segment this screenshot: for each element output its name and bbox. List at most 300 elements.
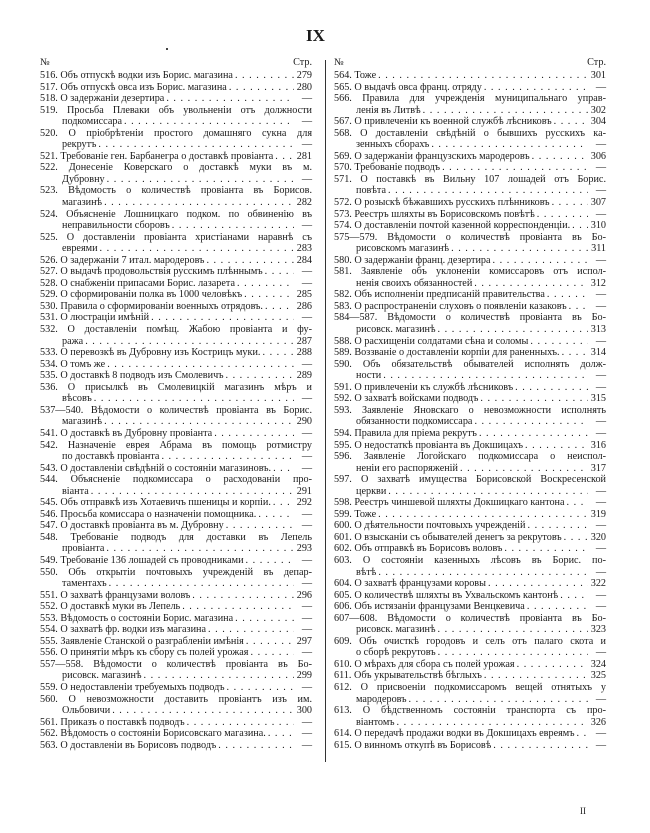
entry-page: 289 bbox=[296, 370, 312, 382]
entry-title: рисовск. магазинѣ bbox=[62, 670, 142, 682]
toc-entry bbox=[40, 70, 312, 82]
toc-entry bbox=[334, 209, 606, 221]
entry-title: О захватѣ имущества Борисовской Воскресенской bbox=[360, 474, 606, 486]
entry-page: 319 bbox=[590, 508, 606, 520]
dot-leader bbox=[237, 278, 294, 290]
dot-leader bbox=[109, 578, 294, 590]
entry-number: 609. bbox=[334, 635, 352, 647]
entry-title: О задержаніи франц. дезертира bbox=[354, 254, 491, 266]
entry-title: зенныхъ сборахъ bbox=[356, 139, 430, 151]
entry-page: — bbox=[301, 116, 312, 128]
dot-leader bbox=[244, 289, 294, 301]
entry-title: О задержаніи 7 итал. мародеровъ bbox=[60, 254, 205, 266]
entry-number: 563. bbox=[40, 739, 58, 751]
toc-entry bbox=[334, 509, 606, 521]
dot-leader bbox=[218, 740, 294, 752]
dot-leader bbox=[104, 416, 294, 428]
entry-page: 293 bbox=[296, 543, 312, 555]
entry-number: 544. bbox=[40, 474, 58, 486]
entry-title: Требованіе подводъ для доставки въ Лепель bbox=[70, 531, 312, 543]
dot-leader bbox=[246, 636, 294, 648]
toc-entry bbox=[334, 266, 606, 289]
entry-number: 594. bbox=[334, 427, 352, 439]
dot-leader bbox=[172, 220, 294, 232]
entry-title: ности bbox=[356, 370, 382, 382]
entry-title: О бѣдственномъ состояніи транспорта съ про- bbox=[362, 705, 606, 717]
toc-entry bbox=[334, 613, 606, 636]
toc-entry bbox=[40, 312, 312, 324]
entry-number: 607—608. bbox=[334, 612, 378, 624]
entry-title: Объ обязательствѣ обывателей исполнять долж- bbox=[362, 358, 606, 370]
entry-title: Объ укрывательствѣ бѣглыхъ bbox=[354, 670, 482, 682]
entry-page: — bbox=[595, 300, 606, 312]
dot-leader bbox=[474, 416, 588, 428]
entry-title: О задержаніи дезертира bbox=[60, 93, 165, 105]
dot-leader bbox=[564, 532, 588, 544]
entry-number: 543. bbox=[40, 462, 58, 474]
entry-page: — bbox=[595, 185, 606, 197]
entry-title: Правила о сформированіи военныхъ отрядовъ. bbox=[60, 300, 263, 312]
dot-leader bbox=[208, 624, 294, 636]
dot-leader bbox=[94, 393, 294, 405]
toc-entry bbox=[334, 659, 606, 671]
dot-leader bbox=[562, 347, 588, 359]
entry-number: 565. bbox=[334, 81, 352, 93]
entry-title: О доставленіи свѣдѣній о состояніи магазиновъ. bbox=[60, 462, 272, 474]
toc-entry bbox=[334, 116, 606, 128]
entry-number: 524. bbox=[40, 208, 58, 220]
toc-entry bbox=[40, 520, 312, 532]
entry-title: О доставкѣ въ Дубровну провіанта bbox=[60, 427, 213, 439]
entry-title: О выдачѣ продовольствія русскимъ плѣннымъ bbox=[60, 266, 263, 278]
entry-page: 302 bbox=[590, 104, 606, 116]
entry-page: 281 bbox=[296, 150, 312, 162]
dot-leader bbox=[460, 463, 588, 475]
dot-leader bbox=[479, 428, 588, 440]
entry-title: віантомъ bbox=[356, 716, 395, 728]
entry-title: рисовскомъ магазинѣ bbox=[356, 243, 450, 255]
toc-entry bbox=[334, 174, 606, 197]
dot-leader bbox=[273, 463, 294, 475]
toc-entry bbox=[40, 324, 312, 347]
entry-number: 553. bbox=[40, 612, 58, 624]
toc-entry bbox=[334, 162, 606, 174]
entry-page: — bbox=[301, 266, 312, 278]
toc-entry bbox=[334, 555, 606, 578]
toc-entry bbox=[334, 440, 606, 452]
entry-title: рекрутъ bbox=[62, 139, 97, 151]
entry-number: 534. bbox=[40, 358, 58, 370]
entry-number: 590. bbox=[334, 358, 352, 370]
entry-page: 310 bbox=[590, 220, 606, 232]
dot-leader bbox=[438, 624, 588, 636]
entry-number: 560. bbox=[40, 693, 58, 705]
entry-number: 556. bbox=[40, 647, 58, 659]
entry-page: — bbox=[595, 693, 606, 705]
entry-title: Объ открытіи почтовыхъ учрежденій въ депар- bbox=[68, 566, 312, 578]
entry-title: О люстраціи имѣній bbox=[60, 312, 150, 324]
entry-title: О доставкѣ муки въ Лепель bbox=[60, 601, 181, 613]
entry-page: 311 bbox=[591, 243, 606, 255]
dot-leader bbox=[100, 243, 294, 255]
entry-title: О недостаткѣ провіанта въ Докшицахъ bbox=[354, 439, 523, 451]
entry-title: Заявленіе объ уклоненіи комиссаровъ отъ испол- bbox=[361, 266, 606, 278]
entry-title: Объясненіе Лошницкаго подком. по обвиненію въ bbox=[66, 208, 312, 220]
entry-number: 588. bbox=[334, 335, 352, 347]
dot-leader bbox=[225, 370, 294, 382]
entry-page: — bbox=[301, 277, 312, 289]
dot-leader bbox=[388, 486, 588, 498]
toc-entry bbox=[40, 497, 312, 509]
entry-page: — bbox=[301, 173, 312, 185]
toc-entry bbox=[40, 359, 312, 371]
entry-number: 537—540. bbox=[40, 404, 84, 416]
entry-title: Тоже bbox=[354, 508, 377, 520]
entry-number: 580. bbox=[334, 254, 352, 266]
entry-page: — bbox=[301, 220, 312, 232]
entry-title: Вѣдомость о количествѣ провіанта въ Борисов. bbox=[68, 185, 312, 197]
entry-page: — bbox=[301, 508, 312, 520]
entry-number: 552. bbox=[40, 601, 58, 613]
toc-entry bbox=[40, 532, 312, 555]
entry-number: 532. bbox=[40, 324, 58, 336]
entry-page: 285 bbox=[296, 289, 312, 301]
toc-entry bbox=[40, 509, 312, 521]
column-header bbox=[40, 57, 312, 70]
dot-leader bbox=[388, 185, 588, 197]
entry-page: 307 bbox=[590, 197, 606, 209]
entry-title: вѣсовъ bbox=[62, 393, 92, 405]
toc-entry bbox=[334, 382, 606, 394]
dot-leader bbox=[378, 70, 588, 82]
entry-number: 611. bbox=[334, 670, 352, 682]
dot-leader bbox=[423, 105, 588, 117]
toc-entry bbox=[334, 197, 606, 209]
entry-page: — bbox=[595, 254, 606, 266]
entry-title: Вѣдомости о количествѣ провіанта въ Бо- bbox=[93, 658, 312, 670]
entry-page: 291 bbox=[296, 485, 312, 497]
toc-entry bbox=[40, 347, 312, 359]
entry-page: — bbox=[595, 566, 606, 578]
entry-page: — bbox=[301, 393, 312, 405]
toc-entry bbox=[40, 601, 312, 613]
dot-leader bbox=[560, 590, 588, 602]
entry-title: Заявленіе Логойскаго подкомиссара о неиспол- bbox=[363, 451, 606, 463]
entry-title: неніи его распоряженій bbox=[356, 462, 458, 474]
entry-number: 549. bbox=[40, 554, 58, 566]
dot-leader bbox=[151, 312, 294, 324]
entry-page: 312 bbox=[590, 277, 606, 289]
dot-leader bbox=[554, 116, 588, 128]
entry-title: рисовск. магазинѣ bbox=[356, 624, 436, 636]
entry-number: 541. bbox=[40, 427, 58, 439]
entry-title: Вѣдомость о состояніи Борис. магазина bbox=[60, 612, 234, 624]
entry-page: — bbox=[595, 647, 606, 659]
entry-title: О доставленіи помѣщ. Жабою провіанта и фу- bbox=[67, 324, 312, 336]
toc-entry bbox=[334, 590, 606, 602]
toc-entry bbox=[40, 474, 312, 497]
entry-title: Вѣдомости о количествѣ провіанта въ Бо- bbox=[387, 312, 606, 324]
dot-leader bbox=[484, 670, 588, 682]
entry-page: — bbox=[301, 716, 312, 728]
dot-leader bbox=[85, 336, 294, 348]
entry-title: О недоставленіи требуемыхъ подводъ bbox=[60, 681, 225, 693]
toc-entry bbox=[334, 232, 606, 255]
dot-leader bbox=[504, 543, 588, 555]
entry-title: О мѣрахъ для сбора съ полей урожая bbox=[354, 658, 515, 670]
entry-page: — bbox=[595, 289, 606, 301]
entry-page: 286 bbox=[296, 300, 312, 312]
entry-number: 528. bbox=[40, 277, 58, 289]
entry-page: 283 bbox=[296, 243, 312, 255]
dot-leader bbox=[258, 509, 294, 521]
entry-number: 523. bbox=[40, 185, 58, 197]
entry-title: О присылкѣ въ Смолевицкій магазинъ мѣръ и bbox=[67, 381, 312, 393]
toc-entry bbox=[334, 543, 606, 555]
dot-leader bbox=[397, 717, 588, 729]
dot-leader bbox=[107, 174, 294, 186]
dot-leader bbox=[112, 705, 294, 717]
toc-entry bbox=[334, 312, 606, 335]
page-header: Стр. bbox=[293, 57, 312, 68]
dot-leader bbox=[229, 82, 294, 94]
toc-entry bbox=[334, 405, 606, 428]
entry-title: О перевозкѣ въ Дубровну изъ Кострицъ муки. bbox=[60, 347, 261, 359]
dot-leader bbox=[383, 370, 588, 382]
entry-number: 597. bbox=[334, 474, 352, 486]
entry-page: — bbox=[301, 612, 312, 624]
entry-title: Объ отправкѣ въ Борисовъ воловъ bbox=[354, 543, 503, 555]
entry-page: 284 bbox=[296, 254, 312, 266]
toc-entry bbox=[334, 70, 606, 82]
entry-title: повѣта bbox=[356, 185, 386, 197]
dot-leader bbox=[484, 82, 588, 94]
entry-title: Требованіе 136 лошадей съ проводниками bbox=[60, 554, 244, 566]
entry-page: 297 bbox=[296, 635, 312, 647]
dot-leader bbox=[474, 278, 588, 290]
entry-page: 317 bbox=[590, 462, 606, 474]
entry-title: Реестръ шляхты въ Борисовскомъ повѣтѣ bbox=[354, 208, 535, 220]
entry-title: вѣтѣ bbox=[356, 566, 377, 578]
dot-leader bbox=[488, 578, 588, 590]
entry-title: Тоже bbox=[354, 70, 377, 81]
entry-number: 601. bbox=[334, 531, 352, 543]
entry-title: Вѣдомость о состояніи Борисовскаго магазина. bbox=[60, 728, 266, 740]
dot-leader bbox=[517, 659, 588, 671]
entry-title: О дѣятельности почтовыхъ учрежденій bbox=[354, 520, 526, 532]
entry-title: віанта bbox=[62, 485, 89, 497]
entry-title: Правила для пріема рекрутъ bbox=[354, 427, 477, 439]
entry-number: 610. bbox=[334, 658, 352, 670]
entry-title: Правила для учрежденія муниципальнаго управ- bbox=[362, 93, 606, 105]
dot-leader bbox=[442, 162, 588, 174]
toc-entry bbox=[334, 705, 606, 728]
dot-leader bbox=[438, 647, 588, 659]
dot-leader bbox=[235, 613, 294, 625]
toc-entry bbox=[334, 289, 606, 301]
entry-number: 600. bbox=[334, 520, 352, 532]
toc-entry bbox=[334, 532, 606, 544]
entry-page: — bbox=[301, 427, 312, 439]
toc-entry bbox=[334, 670, 606, 682]
entry-page: 320 bbox=[590, 531, 606, 543]
entry-number: 542. bbox=[40, 439, 58, 451]
entry-page: 306 bbox=[590, 150, 606, 162]
toc-entry bbox=[334, 336, 606, 348]
entry-number: 595. bbox=[334, 439, 352, 451]
entry-title: Объ отправкѣ изъ Хотаевичъ пшеницы и корпіи. bbox=[60, 497, 271, 509]
toc-entry bbox=[40, 370, 312, 382]
entry-title: О поставкѣ въ Вильну 107 лошадей отъ Борис. bbox=[360, 173, 606, 185]
entry-number: 520. bbox=[40, 127, 58, 139]
entry-title: О доставленіи почтой казенной корреспонденціи. bbox=[354, 220, 571, 232]
entry-title: О передачѣ продажи водки въ Докшицахъ евреямъ bbox=[354, 728, 575, 740]
dot-leader bbox=[537, 209, 588, 221]
entry-page: — bbox=[301, 728, 312, 740]
toc-entry bbox=[40, 463, 312, 475]
entry-number: 574. bbox=[334, 220, 352, 232]
entry-title: Ольбовичи bbox=[62, 705, 111, 717]
entry-title: о сборѣ рекрутовъ bbox=[356, 647, 436, 659]
entry-title: провіанта bbox=[62, 543, 105, 555]
entry-title: Заявленіе Станской о разграбленіи имѣнія bbox=[60, 635, 244, 647]
toc-entry bbox=[40, 105, 312, 128]
dot-leader bbox=[480, 393, 588, 405]
toc-entry bbox=[40, 694, 312, 717]
dot-leader bbox=[246, 555, 294, 567]
toc-entry bbox=[40, 289, 312, 301]
dot-leader bbox=[438, 324, 588, 336]
entry-title: Заявленіе Яновскаго о невозможности исполнять bbox=[361, 404, 606, 416]
entry-number: 526. bbox=[40, 254, 58, 266]
entry-page: 323 bbox=[590, 624, 606, 636]
dot-leader bbox=[251, 647, 295, 659]
toc-entry bbox=[40, 162, 312, 185]
toc-entry bbox=[40, 93, 312, 105]
entry-number: 596. bbox=[334, 451, 352, 463]
toc-entry bbox=[40, 255, 312, 267]
dot-leader bbox=[547, 289, 588, 301]
entry-title: О задержаніи французскихъ мародеровъ bbox=[354, 150, 530, 162]
entry-title: Объ исполненіи предписаній правительства bbox=[354, 289, 545, 301]
dot-leader bbox=[206, 255, 294, 267]
dot-leader bbox=[227, 682, 294, 694]
entry-number: 516. bbox=[40, 70, 58, 81]
entry-title: Приказъ о поставкѣ подводъ bbox=[60, 716, 185, 728]
entry-number: 551. bbox=[40, 589, 58, 601]
entry-title: О томъ же bbox=[60, 358, 106, 370]
entry-title: Просьба Плеваки объ увольненіи отъ должности bbox=[67, 104, 312, 116]
entry-number: 545. bbox=[40, 497, 58, 509]
dot-leader bbox=[527, 520, 588, 532]
toc-entry bbox=[334, 301, 606, 313]
toc-entry bbox=[40, 682, 312, 694]
entry-number: 573. bbox=[334, 208, 352, 220]
toc-entry bbox=[334, 601, 606, 613]
toc-entry bbox=[334, 740, 606, 752]
toc-entry bbox=[334, 451, 606, 474]
entry-page: 304 bbox=[590, 116, 606, 128]
entry-number: 599. bbox=[334, 508, 352, 520]
entry-page: — bbox=[301, 578, 312, 590]
entry-title: мародеровъ bbox=[356, 693, 407, 705]
entry-number: 598. bbox=[334, 497, 352, 509]
toc-entry bbox=[40, 659, 312, 682]
entry-number: 562. bbox=[40, 728, 58, 740]
dot-leader bbox=[493, 740, 588, 752]
entry-page: — bbox=[595, 589, 606, 601]
dot-leader bbox=[569, 301, 588, 313]
dot-leader bbox=[265, 266, 294, 278]
entry-page: 299 bbox=[296, 670, 312, 682]
entry-number: 570. bbox=[334, 162, 352, 174]
entry-page: — bbox=[595, 497, 606, 509]
dot-leader bbox=[235, 70, 294, 82]
toc-entry bbox=[334, 151, 606, 163]
toc-entry bbox=[40, 301, 312, 313]
toc-entry bbox=[40, 590, 312, 602]
entry-page: — bbox=[595, 739, 606, 751]
entry-number: 593. bbox=[334, 404, 352, 416]
dot-leader bbox=[275, 151, 294, 163]
toc-entry bbox=[334, 682, 606, 705]
entry-page: — bbox=[595, 427, 606, 439]
dot-leader bbox=[226, 520, 294, 532]
entry-page: — bbox=[595, 370, 606, 382]
entry-title: ленія въ Литвѣ bbox=[356, 104, 421, 116]
toc-entry bbox=[334, 93, 606, 116]
entry-number: 533. bbox=[40, 347, 58, 359]
entry-title: О захватѣ войсками подводъ bbox=[354, 393, 479, 405]
toc-entry bbox=[40, 232, 312, 255]
entry-title: Просьба комиссара о назначеніи помощника. bbox=[60, 508, 257, 520]
dot-leader bbox=[98, 139, 294, 151]
toc-entry bbox=[40, 624, 312, 636]
dot-leader bbox=[577, 728, 589, 740]
entry-number: 547. bbox=[40, 520, 58, 532]
entry-title: таментахъ bbox=[62, 578, 107, 590]
entry-number: 518. bbox=[40, 93, 58, 105]
entry-title: О винномъ откупѣ въ Борисовѣ bbox=[354, 739, 492, 751]
toc-entry bbox=[334, 474, 606, 497]
entry-title: Требованіе ген. Барбанегра о доставкѣ провіанта bbox=[60, 150, 274, 162]
entry-page: 324 bbox=[590, 658, 606, 670]
toc-entry bbox=[40, 278, 312, 290]
entry-number: 566. bbox=[334, 93, 352, 105]
dot-leader bbox=[214, 428, 294, 440]
entry-title: Требованіе подводъ bbox=[354, 162, 441, 174]
toc-entry bbox=[334, 428, 606, 440]
entry-number: 536. bbox=[40, 381, 58, 393]
entry-page: — bbox=[301, 739, 312, 751]
dot-leader bbox=[493, 255, 588, 267]
dot-leader bbox=[262, 347, 294, 359]
entry-title: Донесеніе Коверскаго о доставкѣ муки въ м. bbox=[68, 162, 312, 174]
toc-entry bbox=[334, 128, 606, 151]
toc-entry bbox=[334, 255, 606, 267]
dot-leader bbox=[532, 151, 588, 163]
entry-number: 571. bbox=[334, 173, 352, 185]
entry-title: магазинѣ bbox=[62, 197, 103, 209]
entry-title: Объ очисткѣ городовъ и селъ отъ палаго скота и bbox=[359, 635, 606, 647]
toc-entry bbox=[40, 636, 312, 648]
dot-leader bbox=[572, 220, 588, 232]
entry-page: — bbox=[595, 601, 606, 613]
toc-entry bbox=[40, 647, 312, 659]
number-header: № bbox=[40, 57, 50, 68]
entry-number: 613. bbox=[334, 705, 352, 717]
dot-leader bbox=[567, 497, 588, 509]
